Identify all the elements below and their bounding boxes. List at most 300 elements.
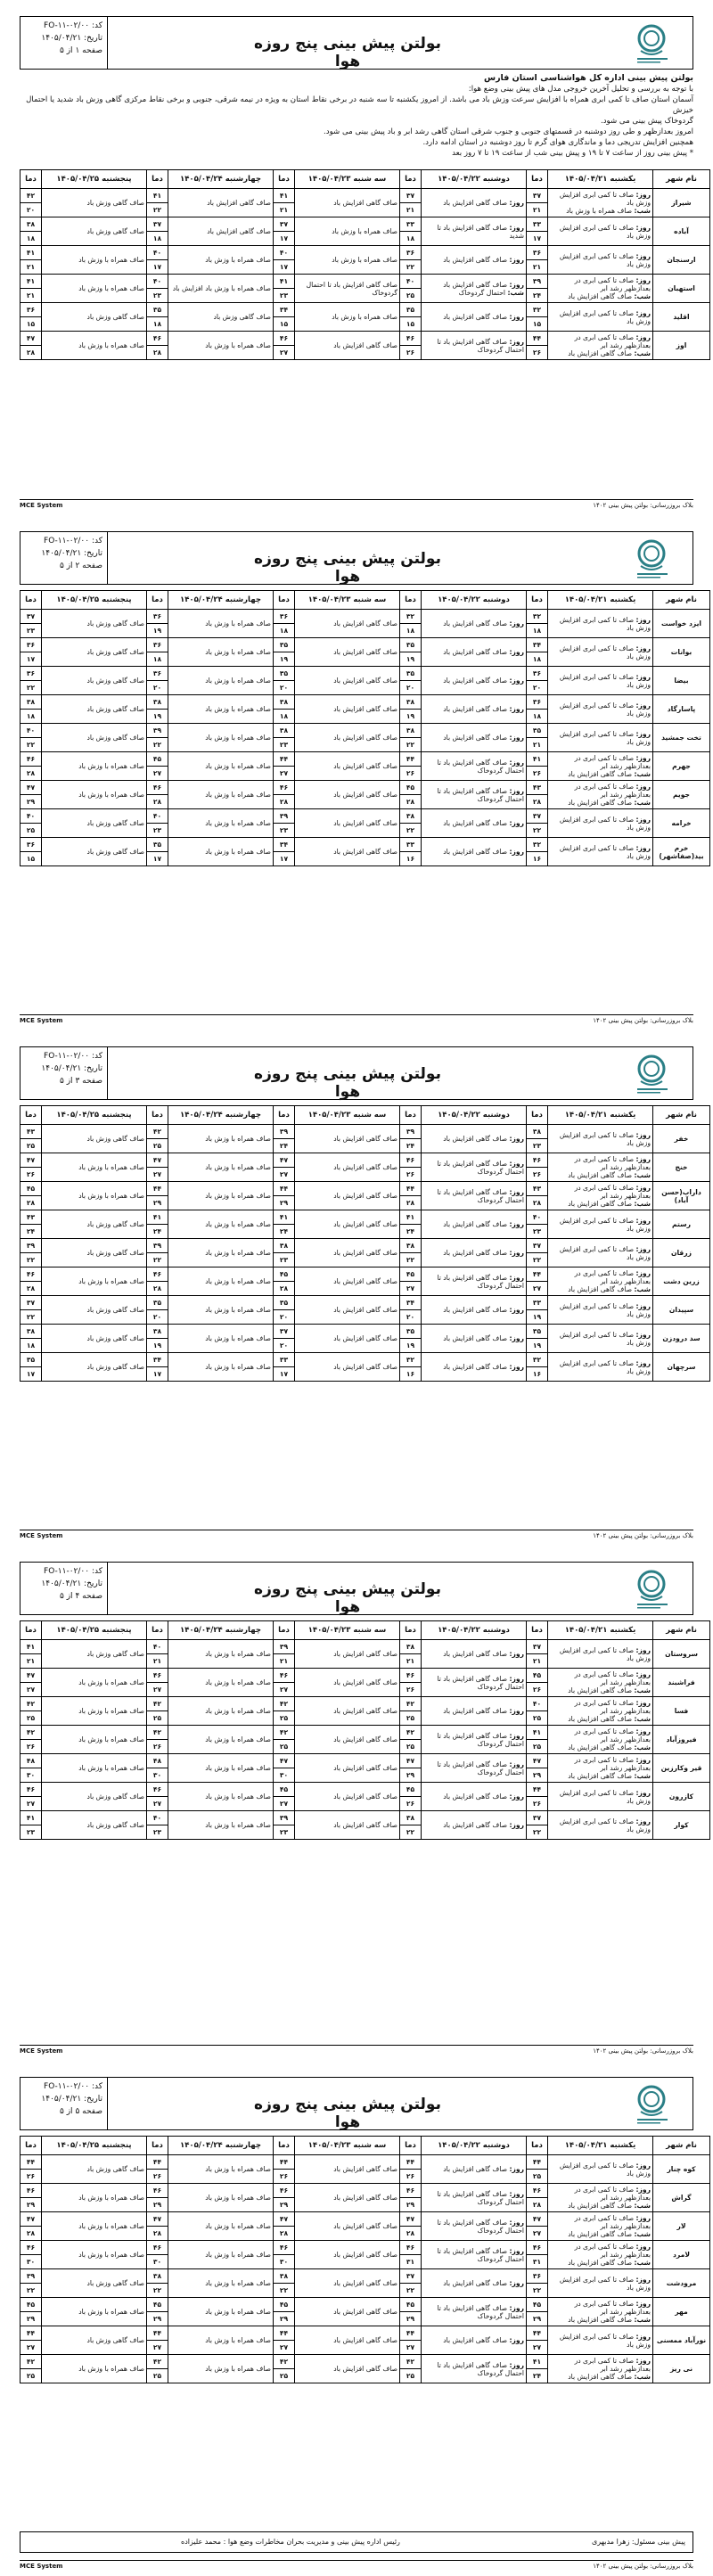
night-forecast <box>550 1686 651 1694</box>
summary-line: همچنین افزایش تدریجی دما و ماندگاری هوای گرم تا روز دوشنبه در استان ادامه دارد. <box>422 138 693 147</box>
day-condition <box>168 2241 274 2269</box>
col-temp: دما <box>147 1106 168 1125</box>
page-label: صفحه <box>82 562 102 570</box>
night-forecast <box>550 799 651 807</box>
day-condition <box>168 1125 274 1153</box>
day-condition <box>548 638 653 667</box>
city-name: لامرد <box>653 2241 710 2269</box>
temp-max: ۳۶ <box>147 667 168 681</box>
day-condition <box>168 2326 274 2355</box>
day-forecast <box>423 787 524 803</box>
day-label: روز: <box>509 1334 524 1342</box>
day-text: صاف گاهی افزایش باد <box>333 2365 397 2373</box>
day-text: صاف همراه با وزش باد <box>205 648 271 656</box>
day-label: روز: <box>635 843 651 852</box>
night-label: شب: <box>634 1743 651 1752</box>
temp-max: ۳۸ <box>147 1325 168 1339</box>
temp-max: ۴۲ <box>274 1726 295 1740</box>
day-forecast <box>423 2361 524 2377</box>
temp-min: ۲۲ <box>400 1825 422 1840</box>
day-forecast <box>550 2243 651 2259</box>
day-text: صاف گاهی افزایش باد <box>333 1650 397 1658</box>
day-text: صاف همراه با وزش باد <box>205 2222 271 2230</box>
day-condition <box>168 2155 274 2184</box>
temp-min: ۱۹ <box>147 1339 168 1353</box>
day-condition <box>295 2241 400 2269</box>
temp-min: ۱۷ <box>274 260 295 275</box>
day-condition <box>295 695 400 724</box>
col-day5: پنجشنبه ۱۴۰۵/۰۴/۲۵ <box>42 1106 147 1125</box>
temp-max: ۳۵ <box>274 667 295 681</box>
day-forecast <box>550 309 651 325</box>
day-condition <box>548 2326 653 2355</box>
day-text: صاف تا کمی ابری افزایش وزش باد <box>559 1788 651 1805</box>
day-forecast <box>423 256 524 264</box>
temp-max: ۳۷ <box>527 189 548 203</box>
temp-min: ۲۹ <box>20 795 42 809</box>
day-condition <box>548 2184 653 2212</box>
temp-max: ۴۶ <box>20 2241 42 2255</box>
day-text: صاف همراه با وزش باد <box>205 1249 271 1257</box>
temp-min: ۲۱ <box>400 1654 422 1669</box>
day-label: روز: <box>635 1358 651 1367</box>
day-text: صاف تا کمی ابری افزایش وزش باد <box>559 251 651 268</box>
code-value: FO-۱۱-۰۲/۰۰ <box>44 2082 90 2091</box>
page-header <box>20 1046 693 1100</box>
day-text: صاف گاهی افزایش باد تا شدید <box>437 223 524 240</box>
temp-min: ۲۹ <box>527 1768 548 1783</box>
temp-max: ۴۱ <box>147 1210 168 1225</box>
temp-min: ۲۵ <box>527 2170 548 2184</box>
code-label: کد: <box>91 1567 102 1576</box>
temp-max: ۴۷ <box>274 2212 295 2227</box>
temp-min: ۲۶ <box>20 2170 42 2184</box>
temp-min: ۲۷ <box>147 1797 168 1811</box>
day-condition <box>422 2184 527 2212</box>
temp-max: ۴۲ <box>147 2355 168 2369</box>
temp-min: ۲۴ <box>400 1139 422 1153</box>
temp-max: ۴۵ <box>400 2298 422 2312</box>
day-condition <box>42 1325 147 1353</box>
code-value: FO-۱۱-۰۲/۰۰ <box>44 1052 90 1061</box>
temp-min: ۲۶ <box>147 2170 168 2184</box>
temp-max: ۴۴ <box>400 752 422 767</box>
temp-min: ۱۹ <box>527 1339 548 1353</box>
day-condition <box>295 246 400 275</box>
temp-min: ۲۵ <box>527 1711 548 1726</box>
city-name: کوه چنار <box>653 2155 710 2184</box>
temp-max: ۳۹ <box>147 724 168 738</box>
day-label: روز: <box>635 1216 651 1225</box>
footer-system: MCE System <box>20 502 63 509</box>
day-text: صاف گاهی وزش باد <box>86 819 144 827</box>
day-condition <box>422 724 527 752</box>
day-label: روز: <box>509 619 524 628</box>
temp-min: ۳۱ <box>400 2255 422 2269</box>
temp-max: ۴۴ <box>20 2155 42 2170</box>
day-text: صاف گاهی افزایش باد <box>333 1163 397 1171</box>
page-footer <box>20 499 693 511</box>
temp-min: ۱۸ <box>147 317 168 332</box>
day-label: روز: <box>509 1249 524 1257</box>
code-line <box>25 20 102 32</box>
day-forecast <box>423 759 524 775</box>
temp-max: ۳۲ <box>527 303 548 317</box>
temp-max: ۴۲ <box>400 1697 422 1711</box>
day-forecast <box>550 644 651 660</box>
city-name: رستم <box>653 1210 710 1239</box>
day-label: روز: <box>635 2243 651 2251</box>
day-condition <box>42 2269 147 2298</box>
temp-max: ۳۸ <box>20 695 42 710</box>
day-label: روز: <box>635 1184 651 1192</box>
day-condition <box>548 2212 653 2241</box>
day-condition <box>295 1153 400 1182</box>
page-label: صفحه <box>82 2107 102 2116</box>
day-condition <box>168 246 274 275</box>
col-temp: دما <box>274 591 295 610</box>
temp-min: ۲۴ <box>147 1225 168 1239</box>
temp-max: ۴۳ <box>20 1210 42 1225</box>
temp-min: ۲۸ <box>147 1282 168 1296</box>
temp-min: ۱۸ <box>20 710 42 724</box>
day-forecast <box>423 2247 524 2263</box>
temp-max: ۴۱ <box>274 1210 295 1225</box>
temp-max: ۴۵ <box>147 752 168 767</box>
night-text: صاف گاهی افزایش باد <box>568 770 633 778</box>
day-condition <box>422 2155 527 2184</box>
day-condition <box>422 217 527 246</box>
day-text: صاف تا کمی ابری افزایش وزش باد <box>559 2275 651 2292</box>
day-condition <box>42 1669 147 1697</box>
col-day1: یکشنبه ۱۴۰۵/۰۴/۲۱ <box>548 1621 653 1640</box>
temp-max: ۳۵ <box>274 638 295 652</box>
temp-min: ۲۲ <box>400 260 422 275</box>
day-text: صاف گاهی افزایش باد <box>443 819 508 827</box>
temp-min: ۲۶ <box>527 1683 548 1697</box>
day-text: صاف تا کمی ابری افزایش وزش باد <box>559 1301 651 1318</box>
temp-max: ۳۶ <box>527 2269 548 2284</box>
day-label: روز: <box>509 2360 524 2369</box>
temp-max: ۴۱ <box>274 189 295 203</box>
day-forecast <box>550 844 651 860</box>
day-text: صاف تا کمی ابری در بعدازظهر رشد ابر <box>574 1670 651 1686</box>
temp-max: ۴۰ <box>147 809 168 824</box>
temp-min: ۲۴ <box>400 1225 422 1239</box>
temp-max: ۳۴ <box>527 638 548 652</box>
footer-reference: بلاک بروزرسانی: بولتن پیش بینی ۱۴۰۲ <box>593 1532 693 1539</box>
temp-max: ۴۰ <box>147 1640 168 1654</box>
temp-min: ۲۲ <box>527 1825 548 1840</box>
day-text: صاف گاهی افزایش باد <box>207 227 271 235</box>
temp-max: ۴۲ <box>147 1726 168 1740</box>
day-label: روز: <box>635 2214 651 2222</box>
day-condition <box>548 1153 653 1182</box>
temp-max: ۴۴ <box>274 752 295 767</box>
temp-max: ۳۸ <box>400 695 422 710</box>
day-condition <box>548 752 653 781</box>
temp-min: ۲۰ <box>147 681 168 695</box>
day-text: صاف گاهی افزایش باد <box>443 1249 508 1257</box>
code-label: کد: <box>91 21 102 30</box>
day-condition <box>42 724 147 752</box>
day-forecast <box>550 2333 651 2349</box>
temp-max: ۴۶ <box>274 781 295 795</box>
temp-max: ۴۶ <box>147 2241 168 2255</box>
of-label: از <box>66 1592 73 1601</box>
summary-line: امروز بعدازظهر و طی روز دوشنبه در قسمتهای جنوبی و جنوب شرقی استان گاهی رشد ابر و باد پیش بینی می شود. <box>324 127 693 136</box>
day-text: صاف همراه با وزش باد <box>205 2336 271 2344</box>
temp-max: ۴۴ <box>527 2155 548 2170</box>
day-text: صاف گاهی افزایش باد <box>333 1135 397 1143</box>
day-text: صاف گاهی افزایش باد <box>443 256 508 264</box>
forecast-summary <box>20 73 693 159</box>
temp-max: ۳۳ <box>527 1296 548 1310</box>
day-text: صاف گاهی افزایش باد <box>333 1707 397 1715</box>
temp-min: ۱۵ <box>20 317 42 332</box>
city-name: اقلید <box>653 303 710 332</box>
temp-max: ۴۴ <box>400 2326 422 2341</box>
day-label: روز: <box>509 2279 524 2287</box>
day-label: روز: <box>509 758 524 767</box>
day-forecast <box>550 1756 651 1772</box>
temp-min: ۲۵ <box>20 2369 42 2383</box>
temp-min: ۲۵ <box>274 1711 295 1726</box>
city-name: لار <box>653 2212 710 2241</box>
temp-min: ۱۹ <box>147 710 168 724</box>
temp-min: ۱۶ <box>400 852 422 866</box>
day-condition <box>42 1726 147 1754</box>
footer-system: MCE System <box>20 1532 63 1539</box>
table-row <box>20 1697 710 1711</box>
city-name: داراب(حسن آباد) <box>653 1182 710 1210</box>
table-row <box>20 1182 710 1196</box>
city-name: گراش <box>653 2184 710 2212</box>
temp-max: ۳۹ <box>274 1811 295 1825</box>
day-text: صاف تا کمی ابری در بعدازظهر رشد ابر <box>574 1727 651 1743</box>
table-row <box>20 189 710 203</box>
day-text: صاف تا کمی ابری افزایش وزش باد <box>559 1817 651 1834</box>
temp-max: ۴۲ <box>400 1726 422 1740</box>
temp-min: ۲۹ <box>274 2198 295 2212</box>
col-temp: دما <box>527 1621 548 1640</box>
day-label: روز: <box>635 308 651 317</box>
day-text: صاف تا کمی ابری افزایش وزش باد <box>559 1244 651 1261</box>
day-label: روز: <box>509 1707 524 1715</box>
temp-min: ۲۰ <box>147 1310 168 1325</box>
city-name: خرم بید(صفاشهر) <box>653 838 710 866</box>
day-condition <box>422 2241 527 2269</box>
table-row <box>20 695 710 710</box>
day-text: صاف گاهی وزش باد <box>86 677 144 685</box>
temp-min: ۲۶ <box>147 1740 168 1754</box>
table-row <box>20 1239 710 1253</box>
temp-max: ۴۰ <box>147 246 168 260</box>
table-row <box>20 303 710 317</box>
temp-min: ۲۳ <box>147 1825 168 1840</box>
temp-min: ۲۸ <box>527 795 548 809</box>
day-condition <box>548 189 653 217</box>
temp-max: ۳۳ <box>400 217 422 232</box>
meteorology-logo-icon <box>635 1566 689 1611</box>
day-condition <box>42 1182 147 1210</box>
day-condition <box>168 332 274 360</box>
day-forecast <box>550 1817 651 1834</box>
day-text: صاف همراه با وزش باد <box>78 2251 144 2259</box>
code-line <box>25 1565 102 1578</box>
forecast-table <box>20 1105 710 1382</box>
temp-max: ۳۵ <box>527 1325 548 1339</box>
summary-line: با توجه به بررسی و تحلیل آخرین خروجی مدل های پیش بینی وضع هوا: <box>468 85 693 94</box>
day-condition <box>295 1182 400 1210</box>
day-text: صاف همراه با وزش باد افزایش باد <box>172 284 271 292</box>
date-value: ۱۴۰۵/۰۴/۲۱ <box>41 1579 82 1588</box>
day-text: صاف تا کمی ابری افزایش وزش باد <box>559 672 651 689</box>
temp-max: ۴۷ <box>400 1754 422 1768</box>
col-temp: دما <box>527 1106 548 1125</box>
night-label: شب: <box>634 292 651 300</box>
temp-min: ۲۵ <box>400 1740 422 1754</box>
temp-max: ۴۱ <box>20 1640 42 1654</box>
day-condition <box>548 303 653 332</box>
table-row <box>20 1726 710 1740</box>
day-forecast <box>550 1184 651 1200</box>
col-city: نام شهر <box>653 170 710 189</box>
day-condition <box>295 1811 400 1840</box>
temp-max: ۳۶ <box>274 610 295 624</box>
day-condition <box>548 1182 653 1210</box>
day-condition <box>168 2355 274 2383</box>
col-temp: دما <box>274 170 295 189</box>
day-condition <box>422 610 527 638</box>
day-text: صاف گاهی وزش باد <box>86 2279 144 2287</box>
col-temp: دما <box>400 1621 422 1640</box>
day-forecast <box>423 1675 524 1691</box>
temp-max: ۳۲ <box>400 1353 422 1367</box>
day-text: صاف گاهی افزایش باد <box>333 705 397 713</box>
meteorology-logo-icon <box>635 1051 689 1095</box>
temp-min: ۲۲ <box>147 738 168 752</box>
temp-min: ۲۳ <box>147 289 168 303</box>
day-condition <box>295 1296 400 1325</box>
code-value: FO-۱۱-۰۲/۰۰ <box>44 21 90 30</box>
temp-min: ۲۰ <box>400 681 422 695</box>
day-text: صاف گاهی وزش باد <box>86 1334 144 1342</box>
day-forecast <box>550 2300 651 2316</box>
day-text: صاف همراه با وزش باد <box>332 256 397 264</box>
temp-min: ۲۴ <box>274 1225 295 1239</box>
temp-max: ۴۵ <box>400 781 422 795</box>
temp-min: ۱۸ <box>527 710 548 724</box>
temp-min: ۲۰ <box>274 1310 295 1325</box>
night-text: صاف گاهی افزایش باد <box>568 2316 633 2324</box>
col-city: نام شهر <box>653 591 710 610</box>
night-forecast <box>550 1743 651 1752</box>
day-condition <box>42 1296 147 1325</box>
night-label: شب: <box>634 2202 651 2210</box>
day-condition <box>42 1697 147 1726</box>
table-row <box>20 1783 710 1797</box>
temp-max: ۳۲ <box>527 1353 548 1367</box>
day-text: صاف گاهی وزش باد <box>86 1650 144 1658</box>
temp-min: ۲۴ <box>527 289 548 303</box>
temp-max: ۳۴ <box>274 303 295 317</box>
day-text: صاف تا کمی ابری در بعدازظهر رشد ابر <box>574 2243 651 2259</box>
temp-min: ۲۸ <box>527 2198 548 2212</box>
day-condition <box>168 1811 274 1840</box>
temp-max: ۴۶ <box>400 1153 422 1168</box>
temp-max: ۳۶ <box>527 695 548 710</box>
day-condition <box>168 1182 274 1210</box>
temp-max: ۳۹ <box>527 275 548 289</box>
temp-min: ۱۵ <box>274 317 295 332</box>
temp-max: ۳۶ <box>20 838 42 852</box>
day-label: روز: <box>635 333 651 341</box>
temp-min: ۲۸ <box>147 346 168 360</box>
day-condition <box>295 1754 400 1783</box>
day-text: صاف تا کمی ابری افزایش وزش باد <box>559 644 651 660</box>
page-number: ۲ <box>75 562 80 570</box>
day-text: صاف گاهی افزایش باد تا احتمال گردوخاک <box>437 758 524 775</box>
day-text: صاف گاهی وزش باد <box>86 199 144 207</box>
day-forecast <box>550 2357 651 2373</box>
day-text: صاف گاهی افزایش باد تا احتمال گردوخاک <box>437 1187 524 1204</box>
day-condition <box>168 809 274 838</box>
temp-max: ۴۶ <box>400 2241 422 2255</box>
temp-max: ۴۶ <box>400 332 422 346</box>
temp-min: ۲۲ <box>147 203 168 217</box>
col-city: نام شهر <box>653 1106 710 1125</box>
temp-min: ۲۹ <box>20 2312 42 2326</box>
day-condition <box>295 189 400 217</box>
temp-max: ۴۴ <box>274 2326 295 2341</box>
city-name: زرقان <box>653 1239 710 1267</box>
day-text: صاف همراه با وزش باد <box>78 1735 144 1743</box>
temp-max: ۴۲ <box>20 2355 42 2369</box>
temp-max: ۴۲ <box>20 1726 42 1740</box>
city-name: کوار <box>653 1811 710 1840</box>
temp-min: ۲۲ <box>400 824 422 838</box>
temp-max: ۴۰ <box>20 724 42 738</box>
temp-min: ۲۳ <box>274 824 295 838</box>
temp-max: ۳۵ <box>147 1296 168 1310</box>
day-text: صاف همراه با وزش باد <box>205 1821 271 1829</box>
day-label: روز: <box>635 1699 651 1707</box>
temp-min: ۱۶ <box>400 1367 422 1382</box>
day-forecast <box>550 701 651 718</box>
day-condition <box>168 1267 274 1296</box>
temp-max: ۴۷ <box>147 1153 168 1168</box>
day-forecast <box>423 1306 524 1314</box>
pages-total: ۵ <box>59 2107 64 2116</box>
day-text: صاف همراه با وزش باد <box>205 1135 271 1143</box>
col-day3: سه شنبه ۱۴۰۵/۰۴/۲۳ <box>295 1621 400 1640</box>
table-row <box>20 217 710 232</box>
temp-min: ۲۵ <box>400 2369 422 2383</box>
temp-min: ۲۰ <box>274 681 295 695</box>
temp-min: ۲۳ <box>527 1225 548 1239</box>
temp-min: ۲۸ <box>274 1282 295 1296</box>
temp-min: ۲۱ <box>20 260 42 275</box>
table-row <box>20 809 710 824</box>
day-condition <box>295 1726 400 1754</box>
day-condition <box>42 275 147 303</box>
day-condition <box>168 1296 274 1325</box>
temp-min: ۲۶ <box>527 346 548 360</box>
col-day2: دوشنبه ۱۴۰۵/۰۴/۲۲ <box>422 591 527 610</box>
day-condition <box>422 1296 527 1325</box>
day-forecast <box>550 1670 651 1686</box>
